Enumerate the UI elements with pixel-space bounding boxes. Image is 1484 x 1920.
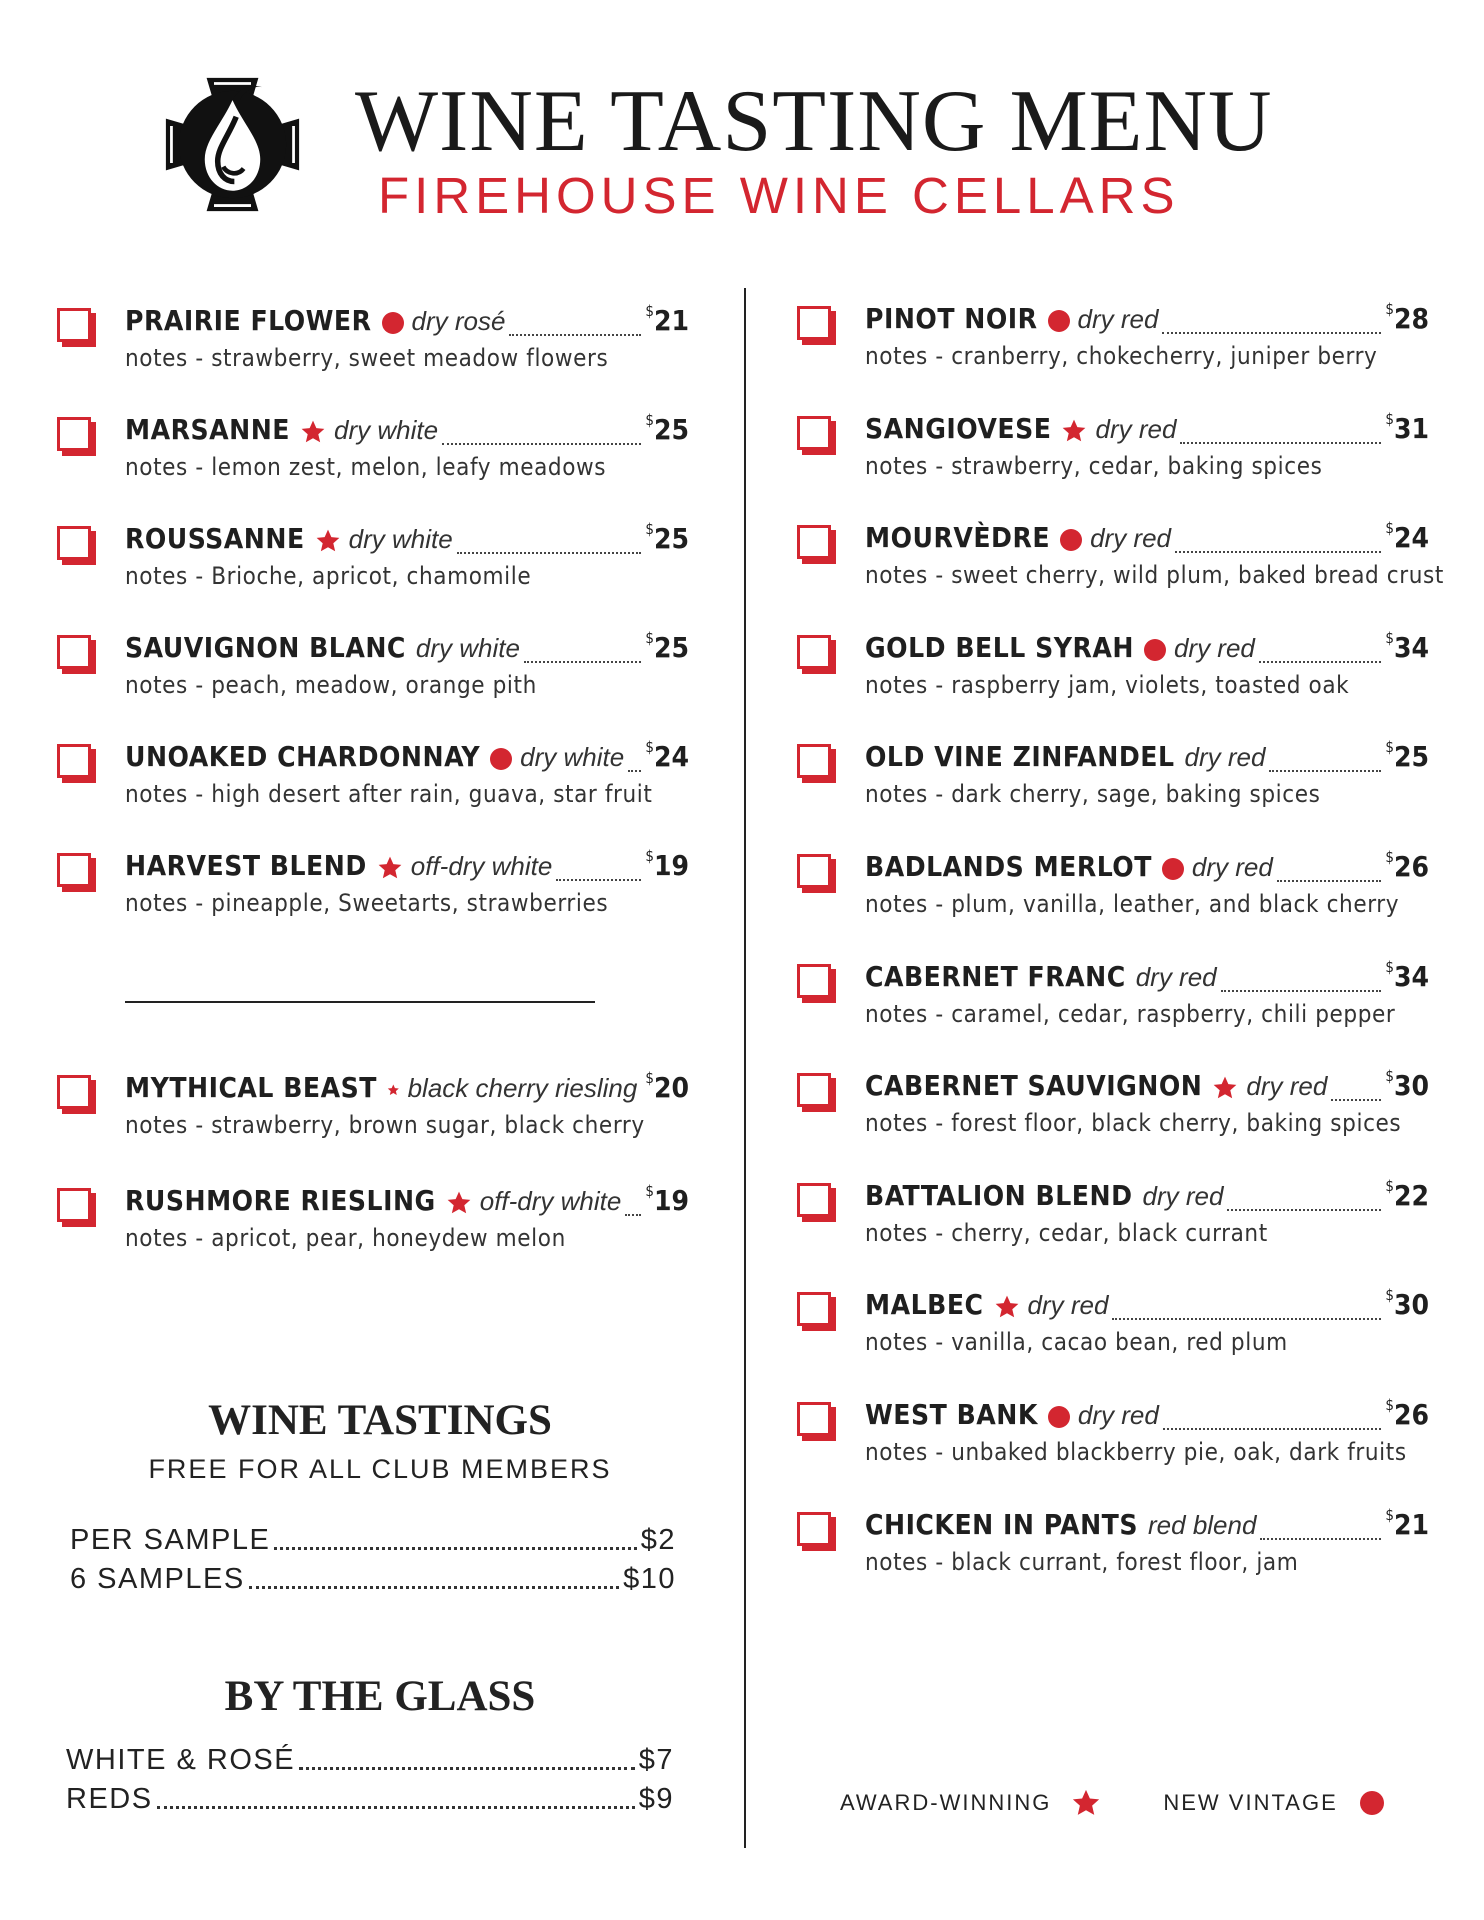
currency-symbol: $ — [1385, 300, 1394, 318]
award-star-icon — [994, 1294, 1020, 1320]
wine-item — [57, 304, 689, 384]
wine-style: dry red — [1142, 1180, 1224, 1211]
wine-checkbox[interactable] — [57, 853, 91, 887]
wine-price — [1385, 521, 1429, 554]
page-title: WINE TASTING MENU — [355, 73, 1273, 170]
new-vintage-dot-icon — [1060, 529, 1082, 551]
wine-notes: notes - black currant, forest floor, jam — [865, 1547, 1299, 1576]
wine-name: WEST BANK — [865, 1398, 1038, 1431]
wine-checkbox[interactable] — [797, 306, 831, 340]
wine-name: GOLD BELL SYRAH — [865, 630, 1134, 664]
new-vintage-dot-icon — [1048, 310, 1070, 332]
price-amount: 30 — [1393, 1069, 1429, 1103]
dot-icon — [1360, 1791, 1384, 1815]
wine-notes: notes - strawberry, sweet meadow flowers — [125, 344, 609, 372]
wine-style: dry white — [334, 415, 439, 445]
dot-leader — [1175, 551, 1381, 553]
wine-price — [1385, 628, 1429, 664]
wine-style: dry red — [1027, 1290, 1109, 1321]
dot-leader — [274, 1547, 636, 1550]
wine-name: PINOT NOIR — [865, 302, 1038, 335]
currency-symbol: $ — [1385, 1396, 1394, 1414]
wine-notes: notes - high desert after rain, guava, star fruit — [125, 780, 653, 808]
price-amount: 21 — [1393, 1507, 1429, 1541]
dot-leader — [1112, 1318, 1381, 1320]
wine-name: SAUVIGNON BLANC — [125, 631, 406, 664]
wine-name: SANGIOVESE — [865, 411, 1052, 445]
column-divider — [744, 288, 746, 1848]
wine-item — [797, 409, 1429, 492]
dot-leader — [157, 1806, 635, 1809]
wine-notes: notes - peach, meadow, orange pith — [125, 671, 537, 699]
wine-notes: notes - plum, vanilla, leather, and black cherry — [865, 890, 1400, 918]
wine-name: BATTALION BLEND — [865, 1178, 1133, 1212]
award-star-icon — [446, 1190, 472, 1216]
glass-price: $7 — [638, 1744, 674, 1776]
price-amount: 20 — [653, 1071, 689, 1104]
wine-checkbox[interactable] — [57, 526, 91, 560]
wine-notes: notes - raspberry jam, violets, toasted oak — [865, 670, 1350, 699]
wine-name: PRAIRIE FLOWER — [125, 304, 372, 337]
award-star-icon — [1061, 418, 1087, 444]
wine-style: dry red — [1246, 1071, 1328, 1102]
wine-item — [57, 1071, 689, 1151]
currency-symbol: $ — [1385, 409, 1394, 428]
wine-item — [57, 631, 689, 711]
price-amount: 25 — [653, 631, 689, 664]
dot-leader — [1331, 1099, 1381, 1101]
dot-leader — [524, 661, 641, 663]
wine-price — [645, 740, 689, 773]
wine-item — [797, 302, 1429, 382]
wine-item — [57, 413, 689, 493]
wine-checkbox[interactable] — [57, 1075, 91, 1109]
wine-checkbox[interactable] — [57, 744, 91, 778]
wine-notes: notes - apricot, pear, honeydew melon — [125, 1224, 566, 1252]
award-star-icon — [1212, 1075, 1238, 1101]
wine-style: dry red — [1135, 961, 1217, 992]
dot-leader — [1269, 770, 1381, 772]
wine-style: off-dry white — [479, 1186, 622, 1216]
new-vintage-dot-icon — [1048, 1406, 1070, 1428]
wine-style: dry red — [1184, 742, 1266, 773]
price-amount: 21 — [653, 304, 689, 337]
dot-leader — [1221, 990, 1382, 992]
wine-price — [1385, 1505, 1429, 1541]
wine-name: ROUSSANNE — [125, 522, 305, 555]
dot-leader — [1277, 880, 1382, 882]
wine-checkbox[interactable] — [797, 744, 831, 778]
wine-notes: notes - vanilla, cacao bean, red plum — [865, 1328, 1288, 1357]
dot-leader — [556, 879, 641, 881]
wine-style: dry red — [1191, 852, 1273, 882]
wine-price — [1385, 1176, 1429, 1212]
award-star-icon — [300, 419, 326, 445]
price-amount: 26 — [1393, 1398, 1429, 1431]
page-subtitle: FIREHOUSE WINE CELLARS — [378, 167, 1180, 224]
tasting-price: $2 — [640, 1524, 676, 1556]
wine-price — [1385, 1069, 1429, 1102]
legend — [840, 1788, 1384, 1818]
wine-name: OLD VINE ZINFANDEL — [865, 740, 1175, 774]
wine-item — [797, 1505, 1429, 1588]
wine-notes: notes - caramel, cedar, raspberry, chili pepper — [865, 999, 1396, 1028]
wine-style: red blend — [1148, 1509, 1257, 1540]
dot-leader — [509, 334, 641, 336]
currency-symbol: $ — [1385, 628, 1394, 647]
wine-item — [797, 740, 1429, 820]
wine-checkbox[interactable] — [57, 417, 91, 451]
wine-notes: notes - forest floor, black cherry, baking spices — [865, 1109, 1402, 1138]
maltese-cross-wine-drop-icon — [140, 52, 325, 237]
dot-leader — [628, 770, 641, 772]
wine-checkbox[interactable] — [797, 854, 831, 888]
wine-style: black cherry riesling — [407, 1073, 638, 1103]
wine-item — [57, 1184, 689, 1264]
currency-symbol: $ — [645, 411, 654, 429]
tasting-row — [70, 1524, 676, 1557]
wine-name: MOURVÈDRE — [865, 521, 1051, 555]
currency-symbol: $ — [645, 302, 654, 320]
currency-symbol: $ — [645, 1182, 654, 1200]
currency-symbol: $ — [645, 738, 654, 756]
legend-vintage-label: NEW VINTAGE — [1163, 1790, 1338, 1815]
wine-name: CHICKEN IN PANTS — [865, 1507, 1139, 1541]
wine-checkbox[interactable] — [57, 308, 91, 342]
price-amount: 34 — [1393, 630, 1429, 664]
wine-style: dry rosé — [411, 306, 506, 336]
glass-label: REDS — [66, 1783, 153, 1815]
wine-style: dry red — [1090, 523, 1171, 554]
wine-style: off-dry white — [410, 851, 553, 881]
wine-style: dry red — [1077, 304, 1159, 334]
wine-checkbox[interactable] — [797, 1183, 831, 1217]
wine-checkbox[interactable] — [57, 1188, 91, 1222]
price-amount: 28 — [1393, 302, 1429, 335]
currency-symbol: $ — [1385, 1176, 1394, 1195]
wine-style: dry white — [348, 524, 453, 554]
wine-price — [645, 1071, 689, 1104]
new-vintage-dot-icon — [1144, 639, 1166, 661]
wine-name: BADLANDS MERLOT — [865, 850, 1152, 883]
wine-notes: notes - sweet cherry, wild plum, baked bread crust — [865, 561, 1444, 590]
wine-notes: notes - unbaked blackberry pie, oak, dark fruits — [865, 1438, 1407, 1466]
wine-name: MARSANNE — [125, 413, 290, 446]
currency-symbol: $ — [645, 629, 654, 647]
wine-checkbox[interactable] — [797, 1292, 831, 1326]
glass-row — [66, 1744, 674, 1777]
dot-leader — [457, 552, 642, 554]
wine-item — [797, 957, 1429, 1040]
price-amount: 19 — [653, 1184, 689, 1217]
price-amount: 31 — [1393, 411, 1429, 445]
wine-price — [645, 522, 689, 555]
dot-leader — [1260, 1538, 1381, 1540]
wine-price — [1385, 1398, 1429, 1431]
wine-price — [1385, 1288, 1429, 1321]
currency-symbol: $ — [1385, 1286, 1394, 1305]
dot-leader — [1180, 442, 1381, 444]
glass-row — [66, 1783, 674, 1816]
wine-item — [797, 1069, 1429, 1149]
wine-notes: notes - cranberry, chokecherry, juniper berry — [865, 342, 1378, 370]
wine-price — [645, 1184, 689, 1217]
price-amount: 25 — [653, 413, 689, 446]
glass-label: WHITE & ROSÉ — [66, 1744, 296, 1776]
wine-checkbox[interactable] — [797, 1512, 831, 1546]
wine-checkbox[interactable] — [797, 635, 831, 669]
dot-leader — [299, 1767, 635, 1770]
award-star-icon — [377, 855, 403, 881]
wine-item — [797, 1176, 1429, 1259]
wine-style: dry white — [415, 633, 520, 663]
currency-symbol: $ — [1385, 1505, 1394, 1524]
wine-style: dry red — [1077, 1400, 1159, 1430]
wine-price — [645, 631, 689, 664]
award-star-icon — [315, 528, 341, 554]
wine-checkbox[interactable] — [797, 525, 831, 559]
price-amount: 24 — [1393, 521, 1429, 555]
wine-name: UNOAKED CHARDONNAY — [125, 740, 481, 773]
by-the-glass-title: BY THE GLASS — [224, 1673, 536, 1720]
wine-notes: notes - Brioche, apricot, chamomile — [125, 562, 532, 590]
dot-leader — [1259, 661, 1381, 663]
glass-price: $9 — [638, 1783, 674, 1815]
wine-notes: notes - strawberry, cedar, baking spices — [865, 451, 1323, 480]
wine-price — [1385, 850, 1429, 883]
price-amount: 25 — [1393, 740, 1429, 774]
wine-name: RUSHMORE RIESLING — [125, 1184, 436, 1217]
wine-price — [1385, 409, 1429, 445]
section-rule — [125, 1001, 595, 1003]
dot-leader — [442, 443, 641, 445]
legend-award-label: AWARD-WINNING — [840, 1790, 1052, 1815]
new-vintage-dot-icon — [382, 312, 404, 334]
wine-name: CABERNET FRANC — [865, 959, 1126, 993]
wine-item — [57, 849, 689, 929]
wine-price — [1385, 740, 1429, 773]
dot-leader — [1162, 332, 1381, 334]
price-amount: 24 — [653, 740, 689, 773]
dot-leader — [625, 1214, 641, 1216]
star-icon — [1071, 1788, 1101, 1818]
tastings-subtitle: FREE FOR ALL CLUB MEMBERS — [148, 1454, 612, 1484]
price-amount: 22 — [1393, 1178, 1429, 1212]
wine-notes: notes - cherry, cedar, black currant — [865, 1218, 1268, 1247]
award-star-icon — [387, 1077, 400, 1103]
wine-style: dry red — [1173, 632, 1255, 663]
wine-notes: notes - lemon zest, melon, leafy meadows — [125, 453, 607, 481]
dot-leader — [249, 1586, 619, 1589]
wine-item — [57, 522, 689, 602]
wine-name: CABERNET SAUVIGNON — [865, 1069, 1203, 1103]
wine-price — [645, 413, 689, 446]
wine-checkbox[interactable] — [797, 1073, 831, 1107]
currency-symbol: $ — [1385, 519, 1394, 538]
wine-style: dry white — [520, 742, 625, 772]
wine-checkbox[interactable] — [797, 1402, 831, 1436]
currency-symbol: $ — [1385, 1067, 1394, 1086]
wine-item — [57, 740, 689, 820]
wine-style: dry red — [1095, 413, 1177, 444]
wine-notes: notes - strawberry, brown sugar, black cherry — [125, 1111, 645, 1139]
wine-item — [797, 519, 1444, 601]
wine-price — [645, 304, 689, 337]
new-vintage-dot-icon — [1162, 858, 1184, 880]
wine-item — [797, 1398, 1429, 1478]
price-amount: 25 — [653, 522, 689, 555]
wine-price — [645, 849, 689, 882]
price-amount: 26 — [1393, 850, 1429, 883]
logo — [140, 52, 325, 237]
dot-leader — [1163, 1428, 1382, 1430]
currency-symbol: $ — [1385, 957, 1394, 976]
new-vintage-dot-icon — [490, 748, 512, 770]
tasting-label: PER SAMPLE — [70, 1524, 271, 1556]
wine-notes: notes - pineapple, Sweetarts, strawberries — [125, 889, 609, 917]
dot-leader — [1227, 1209, 1381, 1211]
tasting-row — [70, 1563, 676, 1596]
price-amount: 30 — [1393, 1288, 1429, 1322]
wine-checkbox[interactable] — [797, 416, 831, 450]
tastings-title: WINE TASTINGS — [208, 1397, 552, 1444]
wine-price — [1385, 957, 1429, 993]
currency-symbol: $ — [1385, 848, 1394, 866]
wine-item — [797, 628, 1429, 711]
tasting-label: 6 SAMPLES — [70, 1563, 245, 1595]
wine-name: MYTHICAL BEAST — [125, 1071, 377, 1104]
wine-checkbox[interactable] — [797, 964, 831, 998]
wine-item — [797, 1288, 1429, 1368]
currency-symbol: $ — [1385, 738, 1394, 757]
wine-notes: notes - dark cherry, sage, baking spices — [865, 780, 1321, 809]
currency-symbol: $ — [645, 1069, 654, 1087]
price-amount: 19 — [653, 849, 689, 882]
tasting-price: $10 — [623, 1563, 676, 1595]
currency-symbol: $ — [645, 520, 654, 538]
wine-name: HARVEST BLEND — [125, 849, 367, 882]
wine-checkbox[interactable] — [57, 635, 91, 669]
price-amount: 34 — [1393, 959, 1429, 993]
wine-price — [1385, 302, 1429, 335]
wine-item — [797, 850, 1429, 930]
wine-name: MALBEC — [865, 1288, 984, 1322]
currency-symbol: $ — [645, 847, 654, 865]
